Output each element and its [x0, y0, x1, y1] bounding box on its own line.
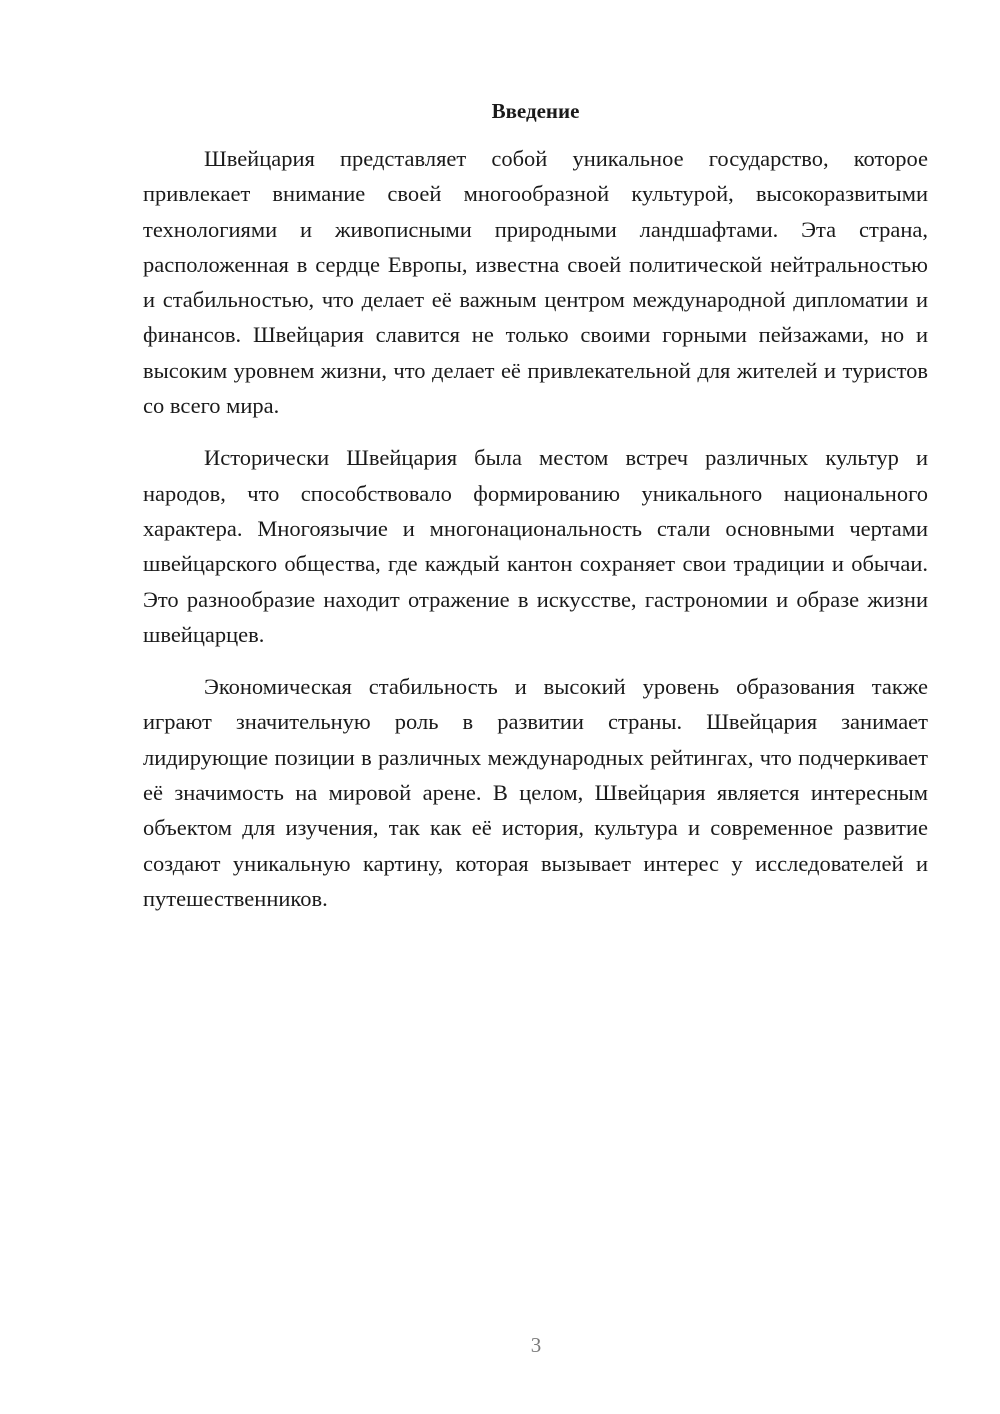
paragraph-3: Экономическая стабильность и высокий уровень образования также играют значительную роль в развитии страны. Швейцария занимает лидирующие позиции в различных международных рейтингах, что подчеркивает её значимость на мировой арене. В целом, Швейцария является интересным объектом для изучения, так как её история, культура и современное развитие создают уникальную картину, которая вызывает интерес у исследователей и путешественников.: [143, 674, 928, 911]
page-number: 3: [530, 1333, 542, 1357]
paragraph-2: Исторически Швейцария была местом встреч различных культур и народов, что способствовало формированию уникального национального характера. Многоязычие и многонациональность стали основными чертами швейцарского общества, где каждый кантон сохраняет свои традиции и обычаи. Это разнообразие находит отражение в искусстве, гастрономии и образе жизни швейцарцев.: [143, 445, 928, 647]
paragraph-1: Швейцария представляет собой уникальное государство, которое привлекает внимание своей многообразной культурой, высокоразвитыми технологиями и живописными природными ландшафтами. Эта страна, расположенная в сердце Европы, известна своей политической нейтральностью и стабильностью, что делает её важным центром международной дипломатии и финансов. Швейцария славится не только своими горными пейзажами, но и высоким уровнем жизни, что делает её привлекательной для жителей и туристов со всего мира.: [143, 146, 928, 419]
section-heading: Введение: [491, 99, 580, 123]
page-content: [143, 95, 928, 933]
